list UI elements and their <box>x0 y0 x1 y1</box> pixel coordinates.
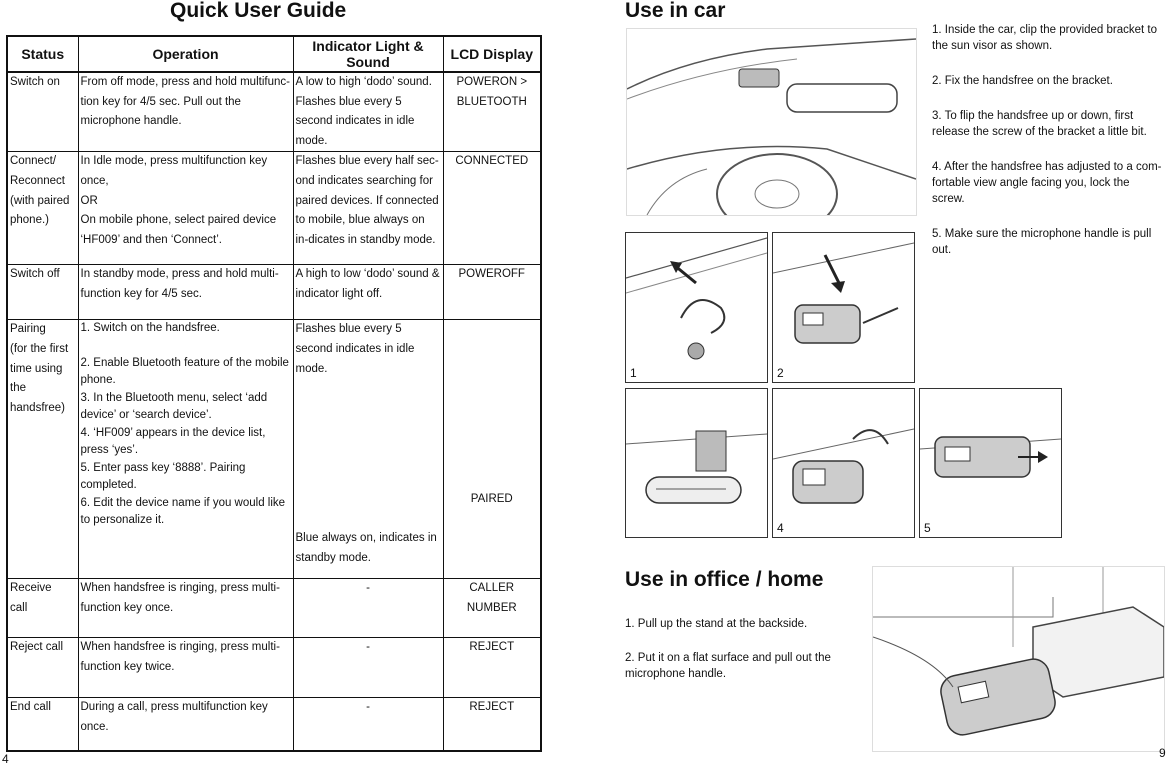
header-indicator: Indicator Light & Sound <box>293 36 443 72</box>
left-page-title: Quick User Guide <box>170 0 347 22</box>
status-cell: Switch on <box>7 72 78 152</box>
lcd-cell: CALLER NUMBER <box>443 579 541 638</box>
car-step: 2. Fix the handsfree on the bracket. <box>932 75 1113 87</box>
table-row <box>7 320 541 579</box>
operation-cell: 1. Switch on the handsfree. 2. Enable Bluetooth feature of the mobile phone. 3. In the Bluetooth menu, select ‘add device’ or ‘search device’. 4. ‘HF009’ appears in the device list, press ‘yes’. 5. Enter pass key ‘8888’. Pairing completed. 6. Edit the device name if you would like to personalize it. <box>78 320 293 579</box>
indicator-cell: A high to low ‘dodo’ sound & indicator light off. <box>293 265 443 320</box>
office-steps <box>625 616 850 700</box>
quick-guide-table <box>6 35 542 752</box>
lcd-cell: PAIRED <box>443 320 541 579</box>
operation-cell: From off mode, press and hold multifunc-tion key for 4/5 sec. Pull out the microphone handle. <box>78 72 293 152</box>
indicator-cell: Flashes blue every half sec-ond indicates searching for paired devices. If connected to mobile, blue always on in-dicates in standby mode. <box>293 152 443 265</box>
figure-number: 4 <box>777 521 784 535</box>
car-section-title: Use in car <box>625 0 726 22</box>
figure-number: 5 <box>924 521 931 535</box>
table-row <box>7 698 541 751</box>
figure-5-pull-microphone <box>919 388 1062 538</box>
lcd-cell: POWERON > BLUETOOTH <box>443 72 541 152</box>
indicator-cell: - <box>293 579 443 638</box>
car-step: 4. After the handsfree has adjusted to a com-fortable view angle facing you, lock the screw. <box>932 161 1162 205</box>
status-cell: End call <box>7 698 78 751</box>
office-illustration <box>872 566 1165 752</box>
car-step: 5. Make sure the microphone handle is pull out. <box>932 228 1152 256</box>
car-step: 3. To flip the handsfree up or down, first release the screw of the bracket a little bit. <box>932 110 1147 138</box>
indicator-cell: A low to high ‘dodo’ sound. Flashes blue every 5 second indicates in idle mode. <box>293 72 443 152</box>
operation-cell: When handsfree is ringing, press multi-function key twice. <box>78 638 293 698</box>
operation-cell: During a call, press multifunction key once. <box>78 698 293 751</box>
table-row <box>7 265 541 320</box>
office-step: 1. Pull up the stand at the backside. <box>625 618 808 630</box>
left-page-number: 4 <box>2 752 9 766</box>
lcd-cell: POWEROFF <box>443 265 541 320</box>
operation-cell: In standby mode, press and hold multi-function key for 4/5 sec. <box>78 265 293 320</box>
table-row <box>7 72 541 152</box>
right-page-number: 9 <box>1159 746 1166 760</box>
operation-cell: When handsfree is ringing, press multi-function key once. <box>78 579 293 638</box>
status-cell: Receive call <box>7 579 78 638</box>
table-row <box>7 579 541 638</box>
indicator-cell: Flashes blue every 5 second indicates in idle mode. Blue always on, indicates in standby mode. <box>293 320 443 579</box>
lcd-cell: REJECT <box>443 698 541 751</box>
status-cell: Reject call <box>7 638 78 698</box>
header-lcd: LCD Display <box>443 36 541 72</box>
office-section-title: Use in office / home <box>625 568 824 591</box>
lcd-cell: CONNECTED <box>443 152 541 265</box>
figure-2-fix-handsfree <box>772 232 915 383</box>
figure-number: 2 <box>777 366 784 380</box>
lcd-cell: REJECT <box>443 638 541 698</box>
table-row <box>7 152 541 265</box>
car-interior-illustration <box>626 28 917 216</box>
status-cell: Pairing (for the first time using the handsfree) <box>7 320 78 579</box>
status-cell: Connect/ Reconnect (with paired phone.) <box>7 152 78 265</box>
figure-number: 1 <box>630 366 637 380</box>
indicator-cell: - <box>293 698 443 751</box>
figure-1-clip-bracket <box>625 232 768 383</box>
figure-3-flip-handsfree <box>625 388 768 538</box>
office-step: 2. Put it on a flat surface and pull out the microphone handle. <box>625 652 831 680</box>
header-operation: Operation <box>78 36 293 72</box>
car-step: 1. Inside the car, clip the provided bracket to the sun visor as shown. <box>932 24 1158 52</box>
table-row <box>7 638 541 698</box>
status-cell: Switch off <box>7 265 78 320</box>
header-status: Status <box>7 36 78 72</box>
indicator-cell: - <box>293 638 443 698</box>
figure-4-adjust-angle <box>772 388 915 538</box>
car-steps <box>932 22 1162 277</box>
operation-cell: In Idle mode, press multifunction key once, OR On mobile phone, select paired device ‘HF009’ and then ‘Connect’. <box>78 152 293 265</box>
